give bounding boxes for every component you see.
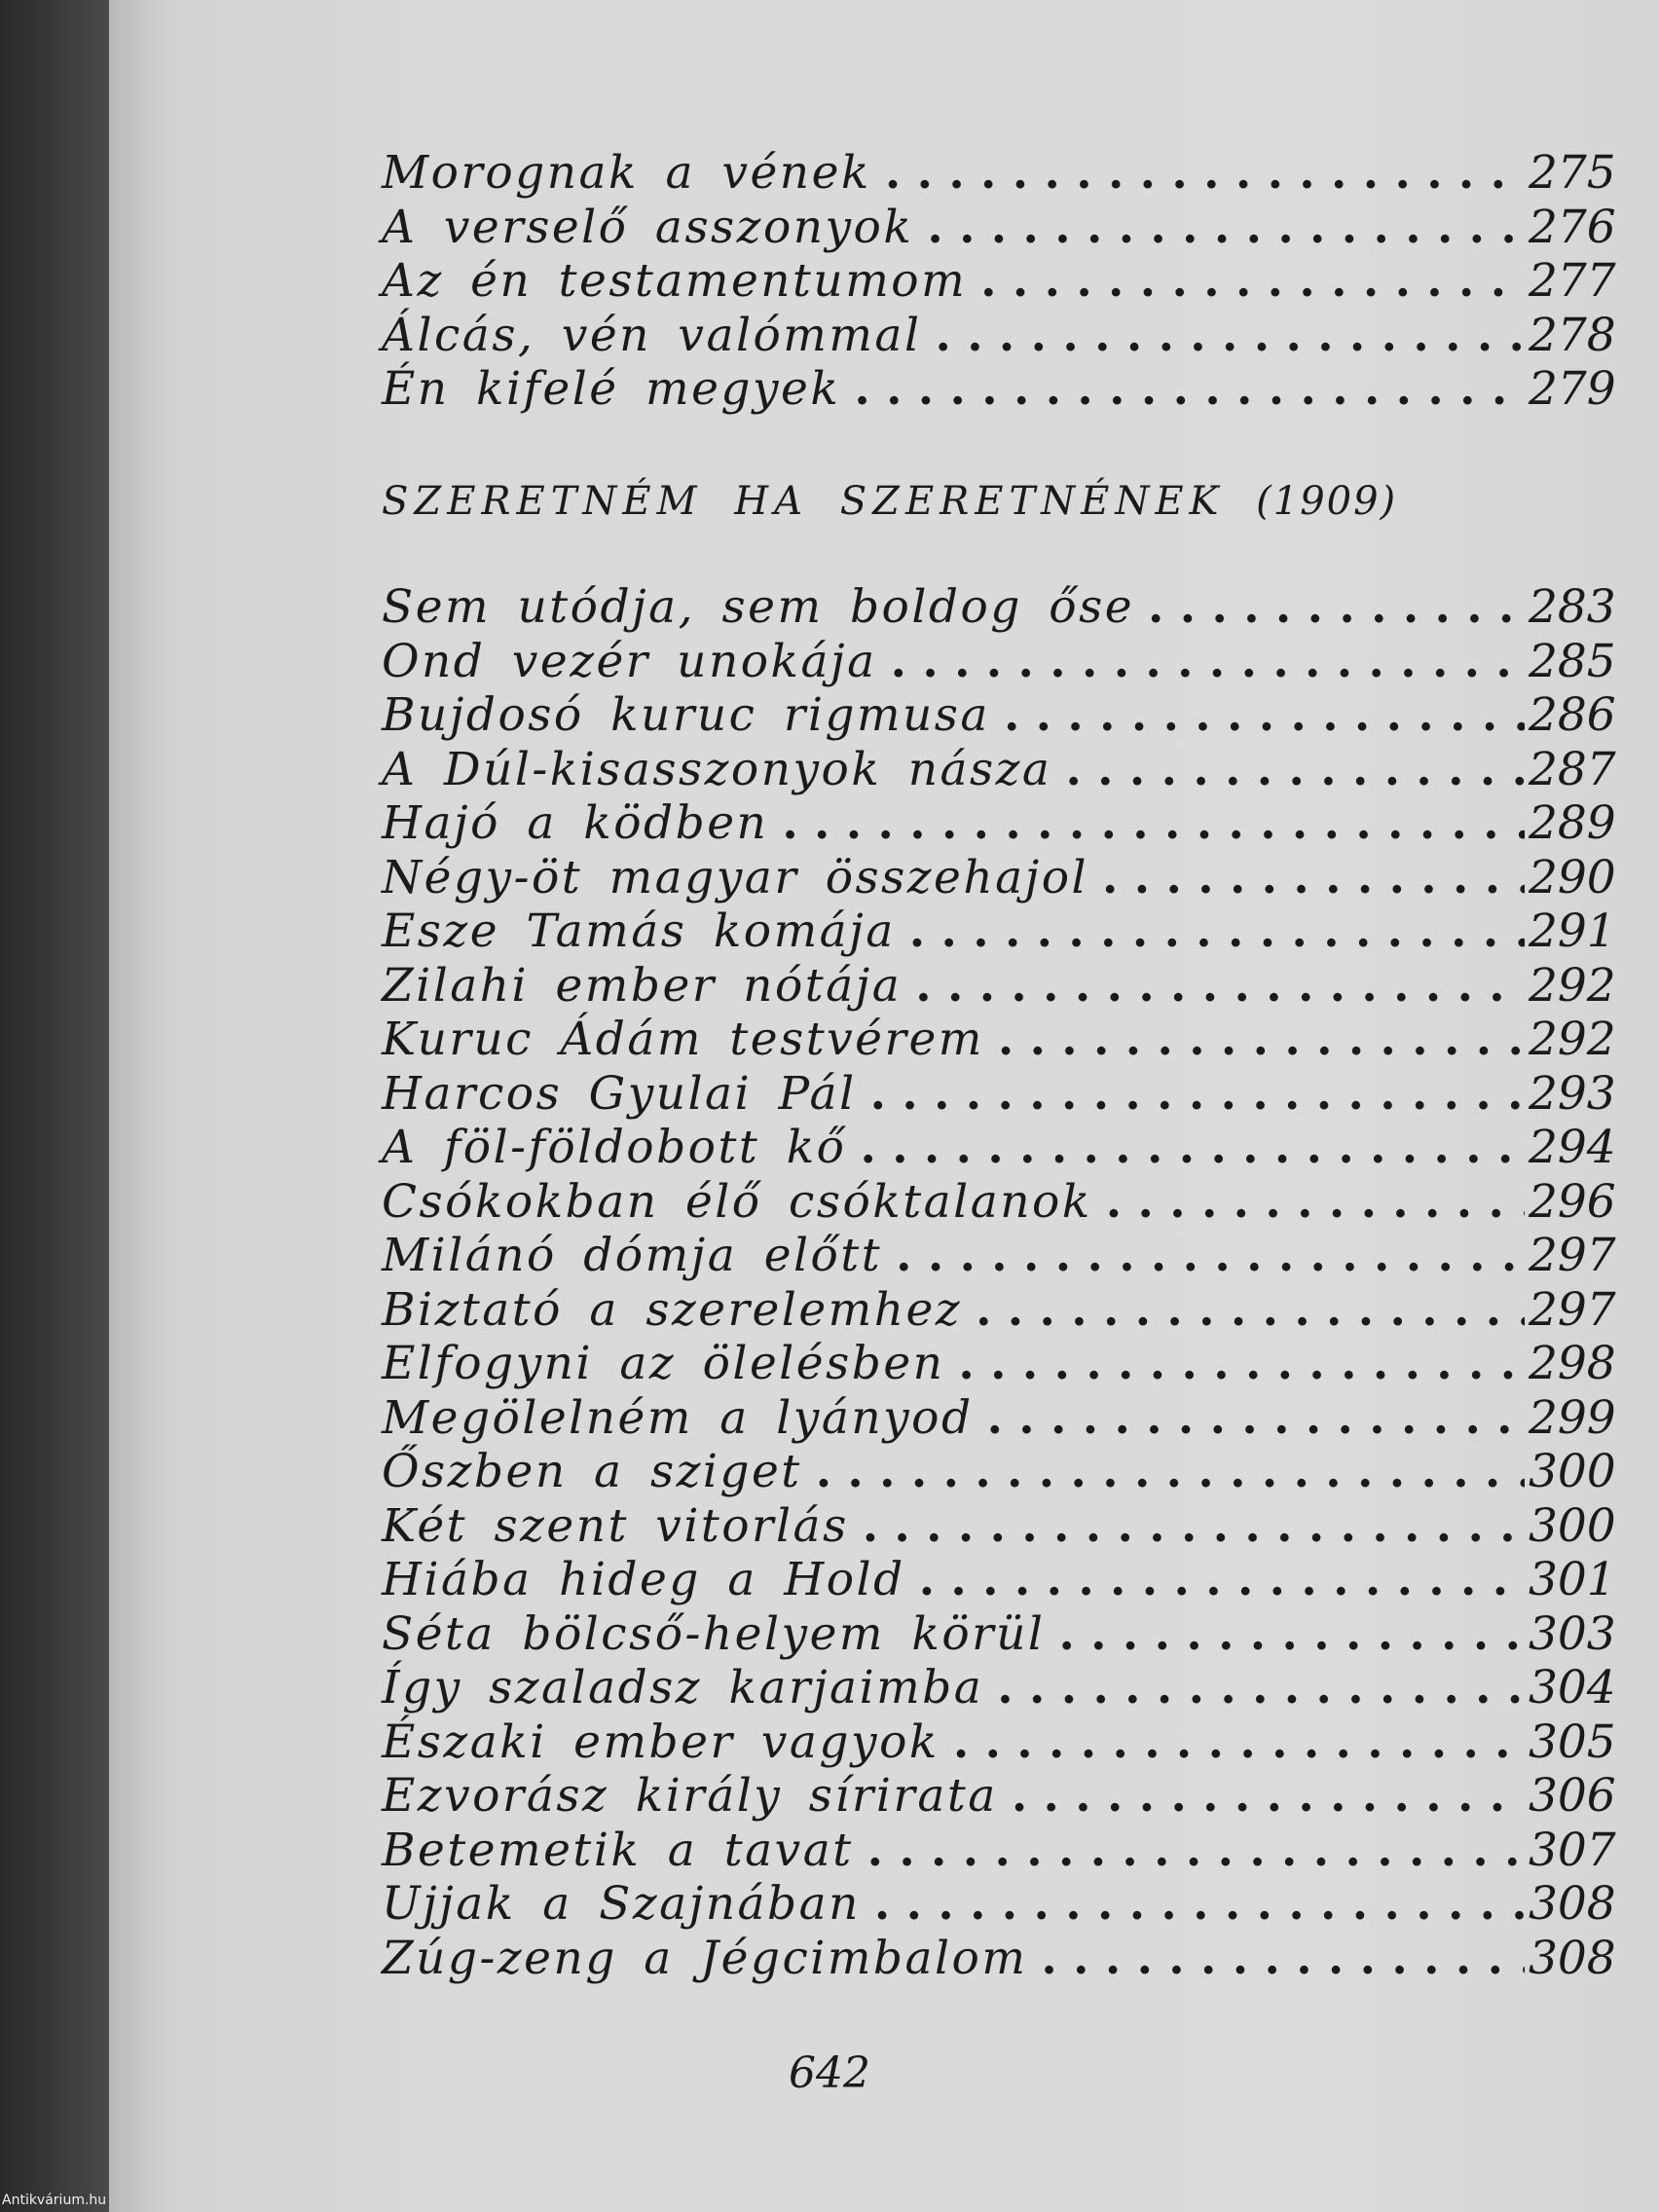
toc-entry-title: Biztató a szerelemhez xyxy=(382,1282,963,1337)
toc-dot-leader xyxy=(870,1067,1525,1121)
toc-entry xyxy=(382,1714,1616,1770)
toc-entry-page: 283 xyxy=(1529,580,1616,634)
toc-entry xyxy=(382,796,1616,851)
toc-entry-title: Harcos Gyulai Pál xyxy=(382,1066,857,1121)
toc-entry-title: A verselő asszonyok xyxy=(382,200,914,254)
toc-entry-page: 299 xyxy=(1529,1390,1616,1445)
toc-dot-leader xyxy=(816,1445,1525,1498)
toc-list-main xyxy=(382,580,1616,1985)
toc-entry-title: Megölelném a lyányod xyxy=(382,1390,974,1445)
toc-dot-leader xyxy=(1106,1175,1525,1229)
toc-dot-leader xyxy=(891,635,1525,688)
toc-dot-leader xyxy=(896,1229,1525,1282)
toc-dot-leader xyxy=(998,1013,1525,1066)
section-title: SZERETNÉM HA SZERETNÉNEK xyxy=(382,479,1225,524)
toc-entry xyxy=(382,1174,1616,1230)
toc-entry-page: 286 xyxy=(1529,688,1616,742)
book-binding-shadow xyxy=(0,0,109,2212)
toc-entry-page: 298 xyxy=(1529,1337,1616,1390)
toc-entry-page: 276 xyxy=(1529,200,1616,254)
toc-entry-title: Én kifelé megyek xyxy=(382,362,841,416)
toc-entry-page: 294 xyxy=(1529,1121,1616,1174)
toc-dot-leader xyxy=(909,904,1525,958)
toc-entry xyxy=(382,200,1616,255)
toc-entry-title: Két szent vitorlás xyxy=(382,1498,849,1553)
toc-dot-leader xyxy=(987,1391,1525,1445)
toc-entry xyxy=(382,634,1616,689)
toc-entry xyxy=(382,1769,1616,1824)
toc-dot-leader xyxy=(958,1337,1525,1390)
toc-entry-title: Ond vezér unokája xyxy=(382,634,877,688)
toc-entry-page: 303 xyxy=(1529,1606,1616,1661)
toc-entry-page: 287 xyxy=(1529,742,1616,796)
toc-dot-leader xyxy=(1012,1769,1525,1823)
toc-entry-title: Sem utódja, sem boldog őse xyxy=(382,580,1135,634)
toc-dot-leader xyxy=(860,1121,1525,1174)
toc-entry-title: Zúg-zeng a Jégcimbalom xyxy=(382,1931,1028,1985)
toc-entry-page: 278 xyxy=(1529,308,1616,362)
toc-dot-leader xyxy=(867,1824,1525,1877)
toc-dot-leader xyxy=(1058,1607,1525,1661)
toc-entry-title: Ujjak a Szajnában xyxy=(382,1877,861,1931)
toc-entry-page: 275 xyxy=(1529,146,1616,200)
toc-entry-title: Hiába hideg a Hold xyxy=(382,1553,905,1606)
toc-entry-title: Zilahi ember nótája xyxy=(382,958,903,1013)
toc-entry xyxy=(382,1498,1616,1554)
section-heading xyxy=(382,479,1397,524)
toc-dot-leader xyxy=(782,796,1525,850)
toc-entry-title: Bujdosó kuruc rigmusa xyxy=(382,688,990,742)
toc-entry-page: 308 xyxy=(1529,1931,1616,1985)
toc-entry-title: Betemetik a tavat xyxy=(382,1823,854,1877)
toc-entry xyxy=(382,1445,1616,1499)
toc-entry xyxy=(382,1553,1616,1607)
toc-entry xyxy=(382,1823,1616,1878)
toc-entry-title: Ezvorász király sírirata xyxy=(382,1769,998,1823)
toc-entry-page: 300 xyxy=(1529,1498,1616,1553)
toc-entry-page: 291 xyxy=(1529,904,1616,958)
toc-entry xyxy=(382,1390,1616,1446)
section-year: (1909) xyxy=(1256,479,1398,524)
toc-entry xyxy=(382,1121,1616,1175)
toc-dot-leader xyxy=(874,1877,1525,1931)
toc-entry-title: Négy-öt magyar összehajol xyxy=(382,850,1089,904)
toc-dot-leader xyxy=(935,309,1525,362)
toc-dot-leader xyxy=(863,1499,1525,1553)
toc-entry xyxy=(382,308,1616,363)
toc-entry-page: 308 xyxy=(1529,1877,1616,1931)
toc-dot-leader xyxy=(1004,688,1525,742)
toc-entry xyxy=(382,1661,1616,1715)
toc-dot-leader xyxy=(953,1715,1525,1769)
toc-entry xyxy=(382,1013,1616,1067)
toc-entry xyxy=(382,1066,1616,1122)
toc-entry xyxy=(382,1282,1616,1338)
toc-entry-title: Álcás, vén valómmal xyxy=(382,308,922,362)
toc-entry-title: Kuruc Ádám testvérem xyxy=(382,1013,984,1066)
toc-dot-leader xyxy=(1102,851,1525,904)
toc-entry xyxy=(382,1229,1616,1283)
toc-entry xyxy=(382,742,1616,797)
toc-entry-title: A föl-földobott kő xyxy=(382,1121,847,1174)
toc-entry-page: 292 xyxy=(1529,958,1616,1013)
toc-entry xyxy=(382,146,1616,201)
toc-entry-title: Csókokban élő csóktalanok xyxy=(382,1174,1092,1229)
toc-entry-page: 304 xyxy=(1529,1661,1616,1714)
toc-dot-leader xyxy=(976,1283,1525,1337)
toc-entry xyxy=(382,958,1616,1014)
toc-entry-title: Őszben a sziget xyxy=(382,1445,802,1498)
toc-entry xyxy=(382,362,1616,417)
toc-entry xyxy=(382,688,1616,743)
toc-list-top xyxy=(382,146,1616,417)
toc-entry-title: Hajó a ködben xyxy=(382,796,769,850)
toc-entry xyxy=(382,904,1616,959)
toc-entry-page: 296 xyxy=(1529,1174,1616,1229)
toc-entry-page: 289 xyxy=(1529,796,1616,850)
page-number: 642 xyxy=(789,2048,870,2098)
toc-entry-page: 279 xyxy=(1529,362,1616,416)
toc-entry-title: Séta bölcső-helyem körül xyxy=(382,1606,1046,1661)
toc-entry xyxy=(382,1877,1616,1932)
toc-entry-page: 293 xyxy=(1529,1066,1616,1121)
toc-entry-page: 292 xyxy=(1529,1013,1616,1066)
toc-dot-leader xyxy=(915,959,1525,1013)
toc-entry xyxy=(382,580,1616,635)
toc-entry-title: Esze Tamás komája xyxy=(382,904,896,958)
toc-dot-leader xyxy=(919,1553,1525,1606)
toc-entry xyxy=(382,1606,1616,1662)
toc-entry-page: 300 xyxy=(1529,1445,1616,1498)
toc-entry xyxy=(382,850,1616,905)
toc-dot-leader xyxy=(927,201,1525,254)
toc-entry-page: 290 xyxy=(1529,850,1616,904)
toc-entry-page: 306 xyxy=(1529,1769,1616,1823)
toc-dot-leader xyxy=(980,254,1525,308)
toc-entry-title: Elfogyni az ölelésben xyxy=(382,1337,945,1390)
toc-dot-leader xyxy=(885,146,1525,200)
toc-entry-title: Milánó dómja előtt xyxy=(382,1229,883,1282)
toc-entry-page: 297 xyxy=(1529,1229,1616,1282)
toc-entry-page: 285 xyxy=(1529,634,1616,688)
toc-dot-leader xyxy=(1065,743,1525,796)
toc-entry xyxy=(382,1931,1616,1986)
toc-dot-leader xyxy=(997,1661,1525,1714)
toc-entry xyxy=(382,254,1616,309)
toc-entry-page: 305 xyxy=(1529,1714,1616,1769)
toc-entry-page: 277 xyxy=(1529,254,1616,308)
toc-entry-title: A Dúl-kisasszonyok násza xyxy=(382,742,1052,796)
toc-entry-title: Morognak a vének xyxy=(382,146,871,200)
toc-entry-page: 307 xyxy=(1529,1823,1616,1877)
toc-entry-title: Északi ember vagyok xyxy=(382,1714,940,1769)
toc-entry xyxy=(382,1337,1616,1391)
toc-entry-title: Az én testamentumom xyxy=(382,254,968,308)
toc-entry-page: 297 xyxy=(1529,1282,1616,1337)
toc-dot-leader xyxy=(1041,1932,1525,1985)
toc-entry-title: Így szaladsz karjaimba xyxy=(382,1661,984,1714)
watermark: Antikvárium.hu xyxy=(2,2193,107,2208)
toc-entry-page: 301 xyxy=(1529,1553,1616,1606)
toc-dot-leader xyxy=(854,362,1525,416)
toc-dot-leader xyxy=(1148,580,1525,634)
